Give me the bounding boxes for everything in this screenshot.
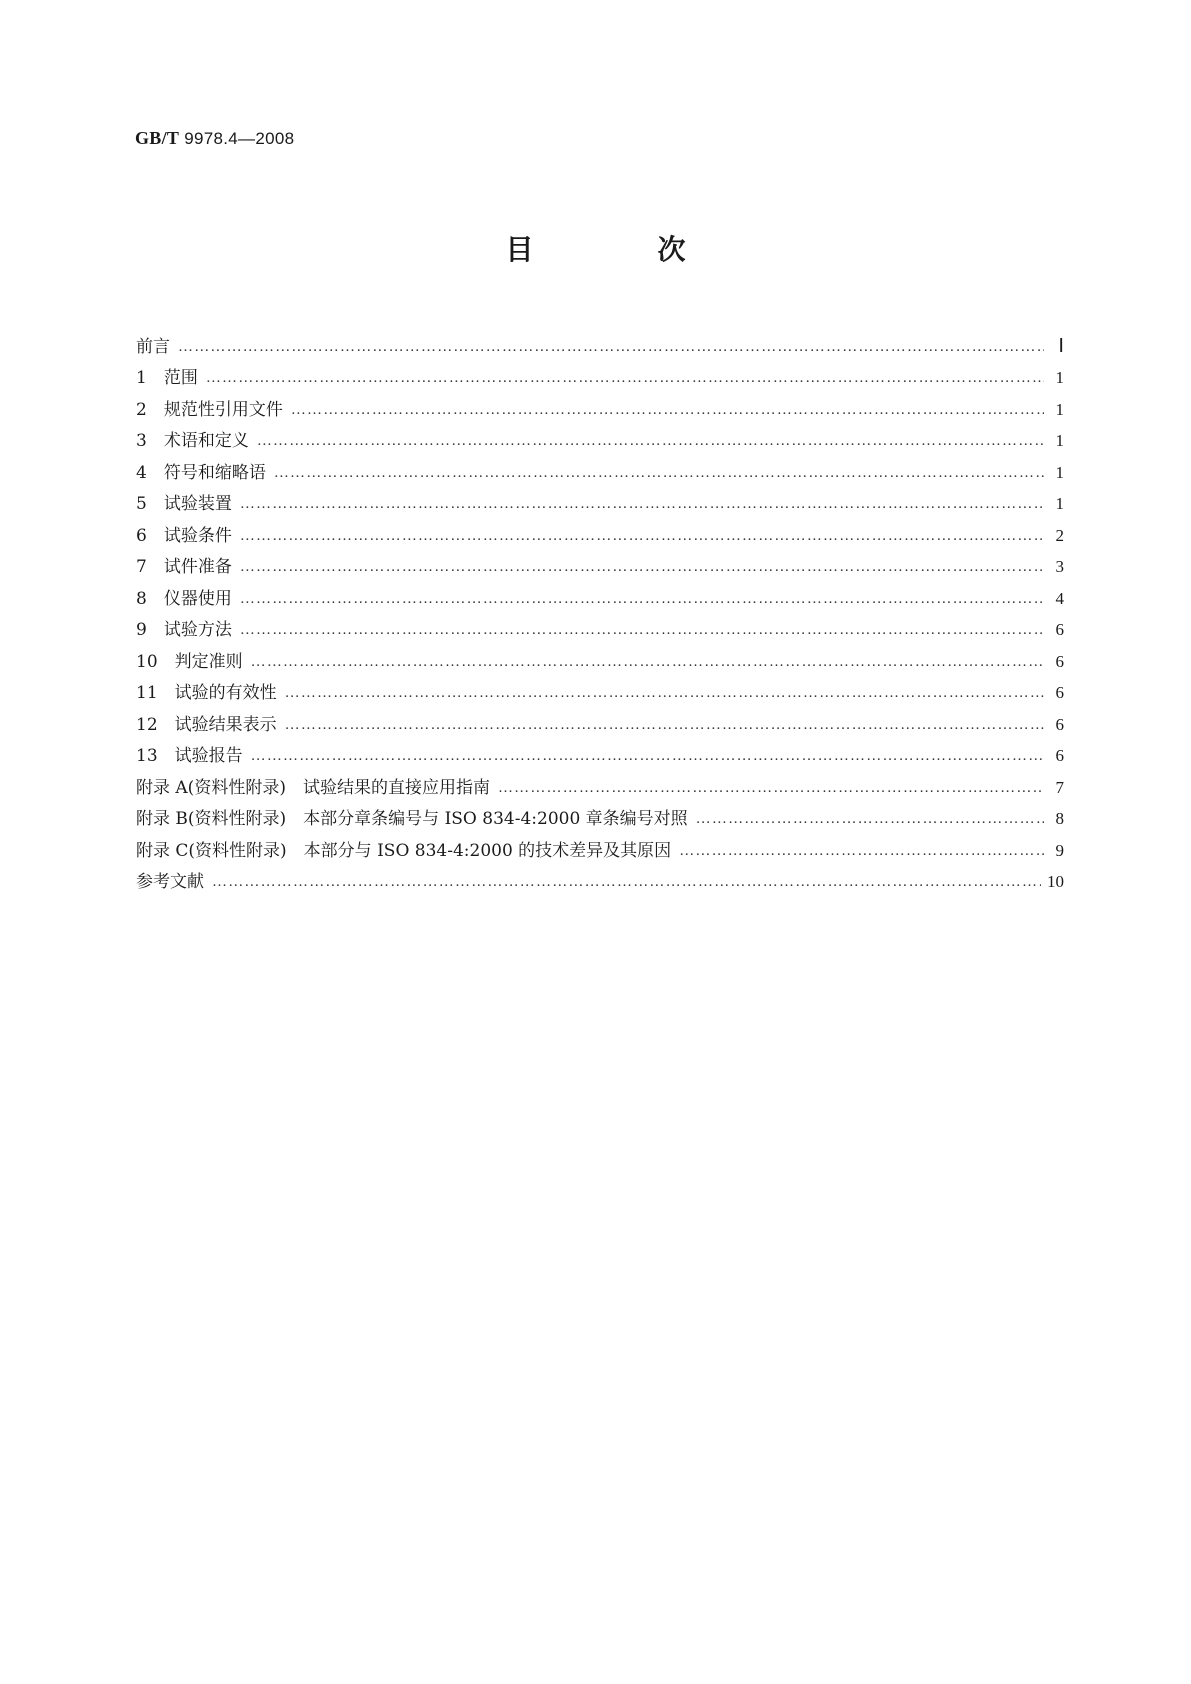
toc-title: 目 次 bbox=[505, 233, 734, 266]
toc-entry-page: 3 bbox=[1055, 557, 1064, 576]
standard-code bbox=[135, 128, 294, 149]
toc-entry-label: 8 仪器使用 bbox=[136, 588, 232, 609]
toc-entry-4[interactable] bbox=[136, 452, 1064, 484]
toc-entry-page: 1 bbox=[1055, 399, 1064, 419]
toc-entry-label: 附录 A(资料性附录) 试验结果的直接应用指南 bbox=[136, 777, 490, 798]
toc-entry-label: 2 规范性引用文件 bbox=[136, 399, 283, 420]
toc-entry-1[interactable] bbox=[136, 358, 1064, 390]
toc-entry-label: 7 试件准备 bbox=[136, 557, 232, 577]
toc-leader-dots bbox=[679, 840, 1044, 862]
toc-entry-3[interactable] bbox=[136, 421, 1064, 453]
toc-entry-label: 5 试验装置 bbox=[136, 494, 232, 514]
toc-entry-label: 附录 C(资料性附录) 本部分与 ISO 834-4:2000 的技术差异及其原因 bbox=[136, 840, 672, 861]
toc-entry-label: 前言 bbox=[136, 336, 170, 357]
toc-leader-dots bbox=[240, 588, 1044, 610]
table-of-contents bbox=[136, 326, 1064, 893]
toc-leader-dots bbox=[274, 462, 1044, 484]
toc-entry-page: 1 bbox=[1055, 431, 1064, 450]
toc-entry-page: Ⅰ bbox=[1058, 335, 1064, 357]
toc-entry-label: 13 试验报告 bbox=[136, 746, 243, 766]
toc-leader-dots bbox=[178, 336, 1044, 358]
toc-entry-6[interactable] bbox=[136, 515, 1064, 547]
toc-entry-label: 6 试验条件 bbox=[136, 525, 232, 546]
toc-entry-label: 1 范围 bbox=[136, 368, 198, 388]
toc-entry-page: 9 bbox=[1055, 840, 1064, 860]
toc-entry-page: 6 bbox=[1055, 620, 1064, 639]
toc-leader-dots bbox=[240, 556, 1044, 578]
toc-entry-page: 6 bbox=[1055, 651, 1064, 671]
toc-entry-foreword[interactable] bbox=[136, 326, 1064, 358]
toc-entry-page: 10 bbox=[1047, 872, 1064, 891]
toc-entry-label: 12 试验结果表示 bbox=[136, 714, 277, 735]
toc-entry-page: 7 bbox=[1055, 777, 1064, 797]
toc-entry-label: 11 试验的有效性 bbox=[136, 683, 277, 703]
toc-entry-page: 1 bbox=[1055, 494, 1064, 513]
toc-entry-page: 2 bbox=[1055, 525, 1064, 545]
toc-leader-dots bbox=[285, 682, 1044, 704]
toc-leader-dots bbox=[240, 619, 1044, 641]
toc-entry-11[interactable] bbox=[136, 673, 1064, 705]
toc-entry-label: 3 术语和定义 bbox=[136, 431, 249, 451]
toc-entry-8[interactable] bbox=[136, 578, 1064, 610]
toc-entry-9[interactable] bbox=[136, 610, 1064, 642]
toc-entry-label: 参考文献 bbox=[136, 872, 204, 892]
toc-entry-bibliography[interactable] bbox=[136, 862, 1064, 894]
toc-entry-5[interactable] bbox=[136, 484, 1064, 516]
toc-entry-page: 8 bbox=[1055, 809, 1064, 828]
toc-leader-dots bbox=[212, 871, 1041, 893]
toc-entry-page: 6 bbox=[1055, 746, 1064, 765]
toc-entry-page: 6 bbox=[1055, 683, 1064, 702]
toc-leader-dots bbox=[257, 430, 1044, 452]
toc-leader-dots bbox=[696, 808, 1044, 830]
toc-entry-annex-a[interactable] bbox=[136, 767, 1064, 799]
toc-leader-dots bbox=[251, 745, 1044, 767]
toc-entry-label: 9 试验方法 bbox=[136, 620, 232, 640]
toc-entry-page: 1 bbox=[1055, 368, 1064, 387]
toc-entry-12[interactable] bbox=[136, 704, 1064, 736]
toc-entry-annex-b[interactable] bbox=[136, 799, 1064, 831]
standard-prefix: GB/T bbox=[135, 128, 180, 148]
toc-entry-annex-c[interactable] bbox=[136, 830, 1064, 862]
toc-leader-dots bbox=[251, 651, 1044, 673]
toc-entry-10[interactable] bbox=[136, 641, 1064, 673]
toc-entry-page: 1 bbox=[1055, 462, 1064, 482]
toc-entry-page: 4 bbox=[1055, 588, 1064, 608]
toc-entry-7[interactable] bbox=[136, 547, 1064, 579]
toc-leader-dots bbox=[240, 493, 1044, 515]
toc-entry-page: 6 bbox=[1055, 714, 1064, 734]
toc-entry-label: 10 判定准则 bbox=[136, 651, 243, 672]
toc-leader-dots bbox=[206, 367, 1044, 389]
toc-entry-label: 4 符号和缩略语 bbox=[136, 462, 266, 483]
toc-entry-2[interactable] bbox=[136, 389, 1064, 421]
toc-leader-dots bbox=[291, 399, 1044, 421]
toc-leader-dots bbox=[285, 714, 1044, 736]
toc-entry-13[interactable] bbox=[136, 736, 1064, 768]
standard-number: 9978.4—2008 bbox=[184, 129, 295, 148]
toc-leader-dots bbox=[498, 777, 1044, 799]
toc-entry-label: 附录 B(资料性附录) 本部分章条编号与 ISO 834-4:2000 章条编号对照 bbox=[136, 809, 688, 829]
toc-leader-dots bbox=[240, 525, 1044, 547]
